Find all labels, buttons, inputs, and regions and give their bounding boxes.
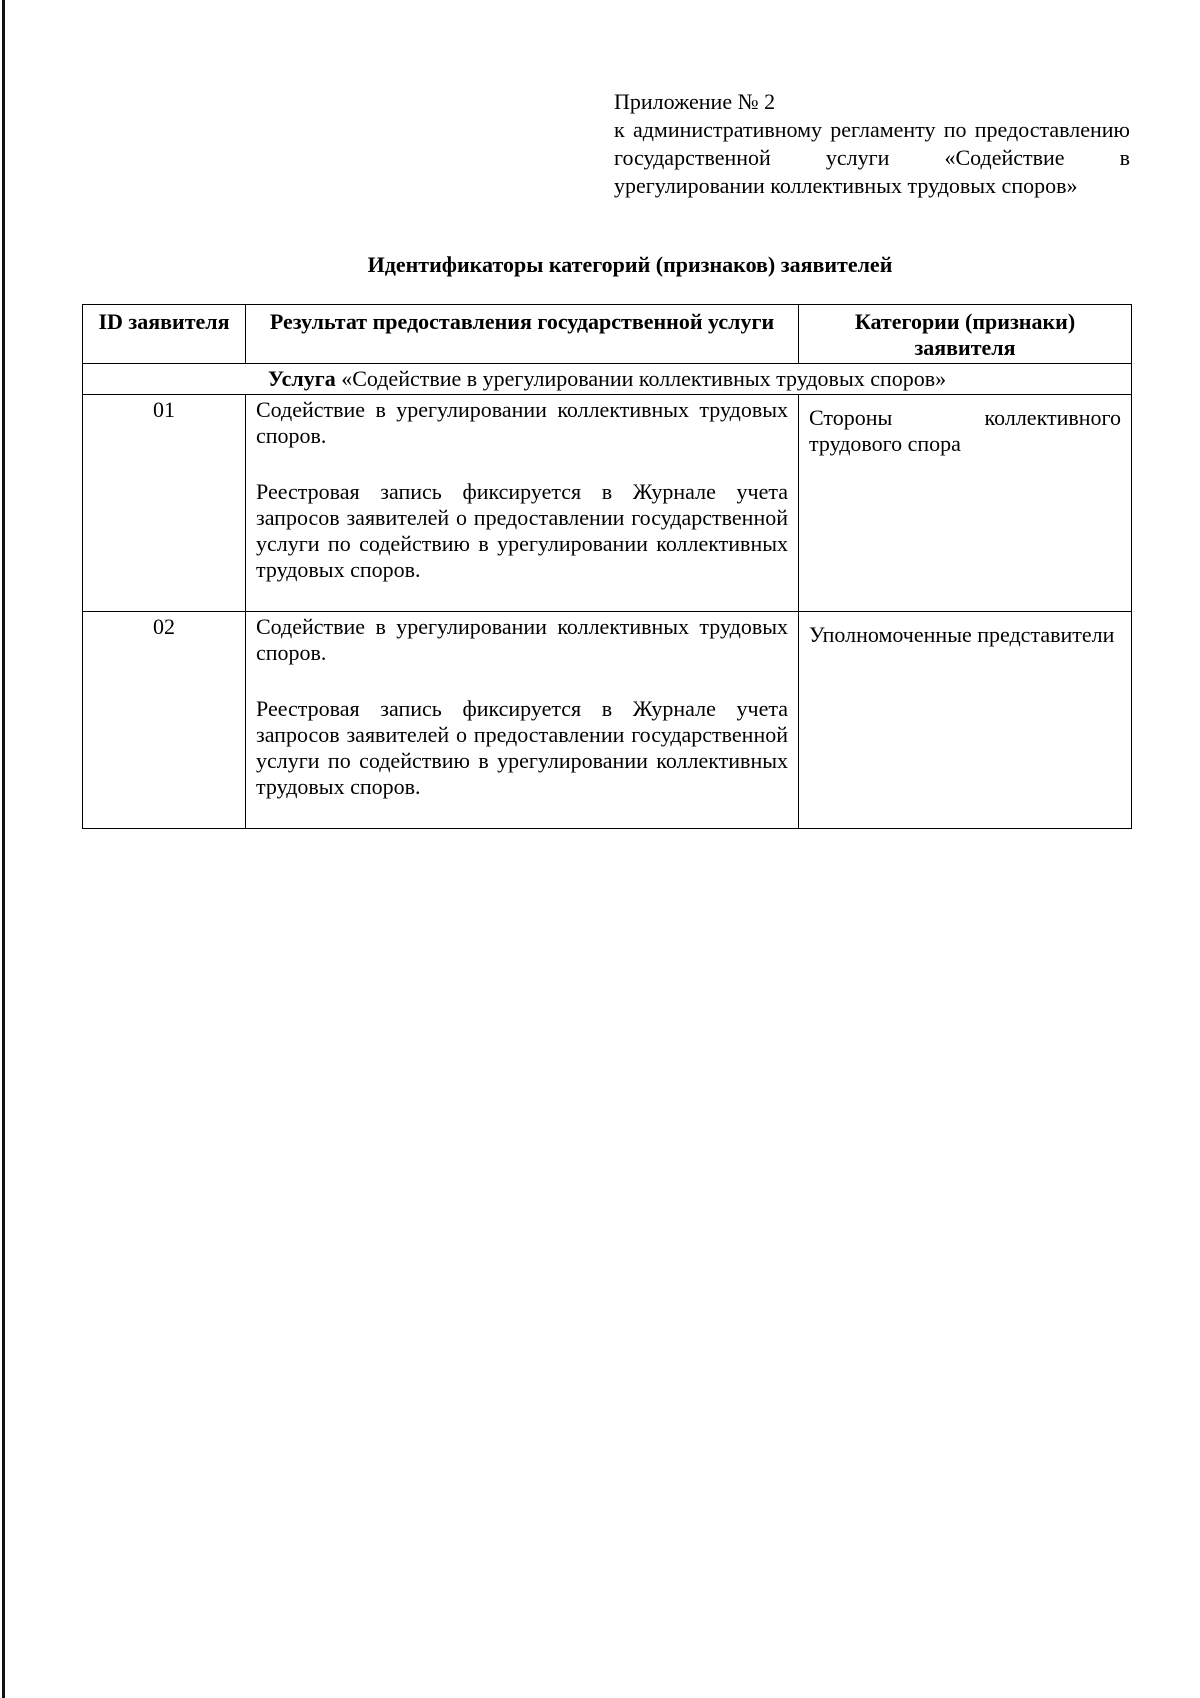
result-registry-note: Реестровая запись фиксируется в Журнале учета запросов заявителей о предоставлении государственной услуги по содействию в урегулировании коллективных трудовых споров. [256, 696, 788, 799]
table-row [83, 395, 1132, 612]
result-paragraph: Содействие в урегулировании коллективных трудовых споров. [256, 614, 788, 665]
row-id: 01 [83, 395, 246, 612]
service-name: «Содействие в урегулировании коллективных трудовых споров» [341, 366, 947, 391]
header-id: ID заявителя [83, 305, 246, 364]
annex-reference: к административному регламенту по предоставлению государственной услуги «Содействие в урегулировании коллективных трудовых споров» [614, 117, 1130, 198]
result-registry-note: Реестровая запись фиксируется в Журнале учета запросов заявителей о предоставлении государственной услуги по содействию в урегулировании коллективных трудовых споров. [256, 479, 788, 582]
annex-number: Приложение № 2 [614, 89, 776, 114]
header-result: Результат предоставления государственной услуги [246, 305, 799, 364]
annex-header [614, 88, 1130, 200]
service-cell [83, 364, 1132, 395]
applicant-categories-table [82, 304, 1132, 829]
table-row [83, 612, 1132, 829]
document-title: Идентификаторы категорий (признаков) заявителей [367, 252, 893, 277]
row-category: Уполномоченные представители [799, 612, 1132, 829]
row-result [246, 395, 799, 612]
service-label: Услуга [267, 366, 336, 391]
table-header-row [83, 305, 1132, 364]
service-row [83, 364, 1132, 395]
row-result [246, 612, 799, 829]
row-category: Стороны коллективного трудового спора [799, 395, 1132, 612]
header-category: Категории (признаки) заявителя [799, 305, 1132, 364]
result-paragraph: Содействие в урегулировании коллективных трудовых споров. [256, 397, 788, 448]
row-id: 02 [83, 612, 246, 829]
